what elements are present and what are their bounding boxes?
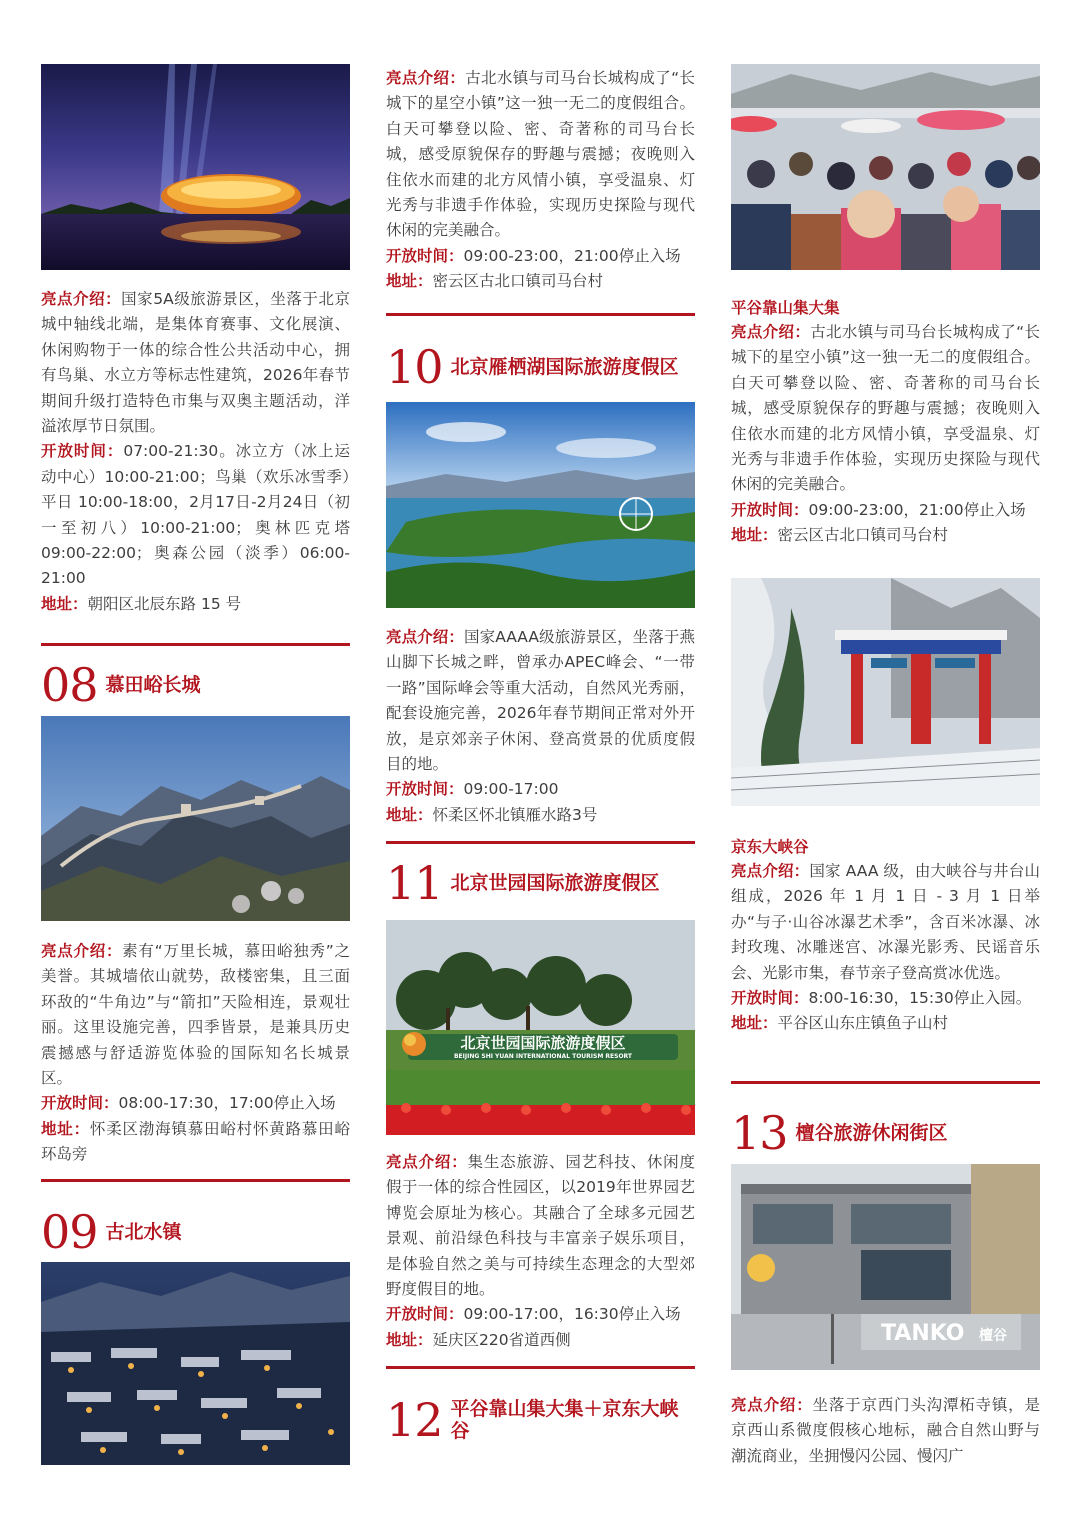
olympic-description: 亮点介绍：国家5A级旅游景区，坐落于北京城中轴线北端，是集体育赛事、文化展演、休闲购物于一体的综合性公共活动中心，拥有鸟巢、水立方等标志性建筑，2026年春节期间升级打造特色市集与双奥主题活动，洋溢浓厚节日氛围。 开放时间：07:00-21:30。冰立方（冰上运动中心）10:00-21:00；鸟巢（欢乐冰雪季）平日 10:00-18:00，2月17日-2月24日（初一至初八）10:00-21:00；奥林匹克塔 09:00-22:00；奥森公园（淡季）06:00-21:00 地址：朝阳区北辰东路 15 号 [41,290,350,613]
tanko-sign-chinese: 檀谷 [979,1328,1007,1344]
highlight-label: 亮点介绍 [731,862,794,880]
gubei-highlight-text: 古北水镇与司马台长城构成了“长城下的星空小镇”这一独一无二的度假组合。白天可攀登以险、密、奇著称的司马台长城，感受原貌保存的野趣与震撼；夜晚则入住依水而建的北方风情小镇，享受温泉、灯光秀与非遗手作体验，实现历史探险与现代休闲的完美融合。 [386,69,695,240]
tangu-street-photo [731,1164,1040,1370]
mutianyu-description: 亮点介绍：素有“万里长城，慕田峪独秀”之美誉。其城墙依山就势，敌楼密集，且三面环敌的“牛角边”与“箭扣”天险相连，景观壮丽。这里设施完善，四季皆景，是兼具历史震撼感与舒适游览体验的国际知名长城景区。 开放时间：08:00-17:30，17:00停止入场 地址：怀柔区渤海镇慕田峪村怀黄路慕田峪环岛旁 [41,942,350,1164]
section-number: 13 [731,1106,788,1160]
address-label: 地址 [41,594,73,613]
highlight-label: 亮点介绍 [731,323,795,341]
yanqi-description: 亮点介绍：国家AAAA级旅游景区，坐落于燕山脚下长城之畔，曾承办APEC峰会、“一带一路”国际峰会等重大活动，自然风光秀丽，配套设施完善，2026年春节期间正常对外开放，是京郊亲子休闲、登高赏景的优质度假目的地。 开放时间：09:00-17:00 地址：怀柔区怀北镇雁水路3号 [386,628,695,824]
section-number: 10 [386,340,443,394]
kaoshanji-highlight-text: 古北水镇与司马台长城构成了“长城下的星空小镇”这一独一无二的度假组合。白天可攀登以险、密、奇著称的司马台长城，感受原貌保存的野趣与震撼；夜晚则入住依水而建的北方风情小镇，享受温泉、灯光秀与非遗手作体验，实现历史探险与现代休闲的完美融合。 [731,323,1040,494]
resort-sign-chinese: 北京世园国际旅游度假区 [460,1034,626,1052]
jingdong-hours-text: 8:00-16:30，15:30停止入园。 [808,989,1032,1008]
address-label: 地址 [386,272,418,291]
section-title: 北京世园国际旅游度假区 [450,872,660,894]
section-number: 08 [41,658,98,712]
section-divider [41,643,350,646]
address-label: 地址 [731,526,763,545]
olympic-highlight-text: 国家5A级旅游景区，坐落于北京城中轴线北端，是集体育赛事、文化展演、休闲购物于一体的综合性公共活动中心，拥有鸟巢、水立方等标志性建筑，2026年春节期间升级打造特色市集与双奥主题活动，洋溢浓厚节日氛围。 [41,290,350,436]
highlight-label: 亮点介绍 [386,1153,452,1171]
section-divider [386,313,695,316]
hours-label: 开放时间 [386,246,449,265]
mutianyu-address-text: 怀柔区渤海镇慕田峪村怀黄路慕田峪环岛旁 [41,1119,350,1164]
highlight-label: 亮点介绍 [386,69,450,87]
section-heading-10 [386,342,695,392]
subsection-title-kaoshanji: 平谷靠山集大集 [731,299,840,317]
hours-label: 开放时间 [41,1094,104,1113]
jingdong-description: 亮点介绍：国家 AAA 级，由大峡谷与井台山组成，2026 年 1 月 1 日 - 3 月 1 日举办“与子·山谷冰瀑艺术季”，含百米冰瀑、冰封玫瑰、冰雕迷宫、冰瀑光影秀、民谣音乐会、光影市集，春节亲子登高赏冰优选。 开放时间：8:00-16:30，15:30停止入园。 地址：平谷区山东庄镇鱼子山村 [731,862,1040,1033]
address-label: 地址 [386,1330,418,1349]
section-number: 11 [386,856,443,910]
hours-label: 开放时间 [41,442,107,461]
yanqi-hours-text: 09:00-17:00 [463,780,559,799]
section-number: 12 [386,1393,443,1447]
section-divider [386,841,695,844]
kaoshanji-address-text: 密云区古北口镇司马台村 [777,526,949,545]
kaoshanji-description: 亮点介绍：古北水镇与司马台长城构成了“长城下的星空小镇”这一独一无二的度假组合。白天可攀登以险、密、奇著称的司马台长城，感受原貌保存的野趣与震撼；夜晚则入住依水而建的北方风情小镇，享受温泉、灯光秀与非遗手作体验，实现历史探险与现代休闲的完美融合。 开放时间：09:00-23:00，21:00停止入场 地址：密云区古北口镇司马台村 [731,323,1040,545]
mutianyu-hours-text: 08:00-17:30，17:00停止入场 [118,1094,336,1113]
jingdong-highlight-text: 国家 AAA 级，由大峡谷与井台山组成，2026 年 1 月 1 日 - 3 月 1 日举办“与子·山谷冰瀑艺术季”，含百米冰瀑、冰封玫瑰、冰雕迷宫、冰瀑光影秀、民谣音乐会、光影市集，春节亲子登高赏冰优选。 [731,862,1040,982]
section-heading-09 [41,1207,350,1257]
highlight-label: 亮点介绍 [41,290,106,308]
gubei-hours-text: 09:00-23:00，21:00停止入场 [463,246,681,265]
gubei-water-town-photo [41,1262,350,1465]
jingdong-address-text: 平谷区山东庄镇鱼子山村 [777,1014,949,1033]
section-heading-13 [731,1108,1040,1158]
shiyuan-address-text: 延庆区220省道西侧 [432,1330,571,1349]
gubei-description: 亮点介绍：古北水镇与司马台长城构成了“长城下的星空小镇”这一独一无二的度假组合。白天可攀登以险、密、奇著称的司马台长城，感受原貌保存的野趣与震撼；夜晚则入住依水而建的北方风情小镇，享受温泉、灯光秀与非遗手作体验，实现历史探险与现代休闲的完美融合。 开放时间：09:00-23:00，21:00停止入场 地址：密云区古北口镇司马台村 [386,69,695,291]
mutianyu-highlight-text: 素有“万里长城，慕田峪独秀”之美誉。其城墙依山就势，敌楼密集，且三面环敌的“牛角边”与“箭扣”天险相连，景观壮丽。这里设施完善，四季皆景，是兼具历史震撼感与舒适游览体验的国际知名长城景区。 [41,942,350,1088]
yanqi-lake-photo [386,402,695,608]
section-heading-12 [386,1393,695,1447]
section-divider [386,1366,695,1369]
section-divider [41,1179,350,1182]
address-label: 地址 [731,1014,763,1033]
tanko-sign: TANKO [881,1321,965,1346]
hours-label: 开放时间 [731,989,794,1008]
section-heading-11 [386,858,695,908]
highlight-label: 亮点介绍 [386,628,449,646]
hours-label: 开放时间 [386,1305,449,1324]
mutianyu-photo [41,716,350,921]
address-label: 地址 [386,805,418,824]
highlight-label: 亮点介绍 [731,1396,797,1414]
olympic-hours-text: 07:00-21:30。冰立方（冰上运动中心）10:00-21:00；鸟巢（欢乐冰雪季）平日 10:00-18:00，2月17日-2月24日（初一至初八）10:00-21:00；奥林匹克塔 09:00-22:00；奥森公园（淡季）06:00-21:00 [41,442,350,588]
yanqi-highlight-text: 国家AAAA级旅游景区，坐落于燕山脚下长城之畔，曾承办APEC峰会、“一带一路”国际峰会等重大活动，自然风光秀丽，配套设施完善，2026年春节期间正常对外开放，是京郊亲子休闲、登高赏景的优质度假目的地。 [386,628,695,774]
hours-label: 开放时间 [386,780,449,799]
shiyuan-resort-photo [386,920,695,1135]
olympic-park-photo [41,64,350,270]
section-heading-08 [41,660,350,710]
hours-label: 开放时间 [731,500,794,519]
shiyuan-hours-text: 09:00-17:00，16:30停止入场 [463,1305,681,1324]
shiyuan-highlight-text: 集生态旅游、园艺科技、休闲度假于一体的综合性园区，以2019年世界园艺博览会原址为核心。其融合了全球多元园艺景观、前沿绿色科技与丰富亲子娱乐项目，是体验自然之美与可持续生态理念的大型郊野度假目的地。 [386,1153,695,1299]
kaoshanji-hours-text: 09:00-23:00，21:00停止入场 [808,500,1026,519]
tangu-description: 亮点介绍：坐落于京西门头沟潭柘寺镇，是京西山系微度假核心地标，融合自然山野与潮流商业，坐拥慢闪公园、慢闪广 [731,1396,1040,1465]
section-title: 北京雁栖湖国际旅游度假区 [450,356,679,378]
section-title: 古北水镇 [105,1221,182,1243]
section-number: 09 [41,1205,98,1259]
kaoshanji-market-photo [731,64,1040,270]
address-label: 地址 [41,1119,74,1138]
yanqi-address-text: 怀柔区怀北镇雁水路3号 [432,805,598,824]
section-title: 檀谷旅游休闲街区 [795,1122,948,1144]
resort-sign-english: BEIJING SHI YUAN INTERNATIONAL TOURISM RESORT [453,1053,633,1060]
gubei-address-text: 密云区古北口镇司马台村 [432,272,604,291]
shiyuan-description: 亮点介绍：集生态旅游、园艺科技、休闲度假于一体的综合性园区，以2019年世界园艺博览会原址为核心。其融合了全球多元园艺景观、前沿绿色科技与丰富亲子娱乐项目，是体验自然之美与可持续生态理念的大型郊野度假目的地。 开放时间：09:00-17:00，16:30停止入场 地址：延庆区220省道西侧 [386,1153,695,1349]
highlight-label: 亮点介绍 [41,942,106,960]
subsection-title-jingdong: 京东大峡谷 [731,838,809,856]
tangu-highlight-text: 坐落于京西门头沟潭柘寺镇，是京西山系微度假核心地标，融合自然山野与潮流商业，坐拥慢闪公园、慢闪广 [731,1396,1040,1465]
jingdong-canyon-photo [731,578,1040,806]
olympic-address-text: 朝阳区北辰东路 15 号 [87,594,242,613]
section-divider [731,1081,1040,1084]
section-title: 平谷靠山集大集＋京东大峡谷 [450,1398,679,1442]
section-title: 慕田峪长城 [105,674,201,696]
